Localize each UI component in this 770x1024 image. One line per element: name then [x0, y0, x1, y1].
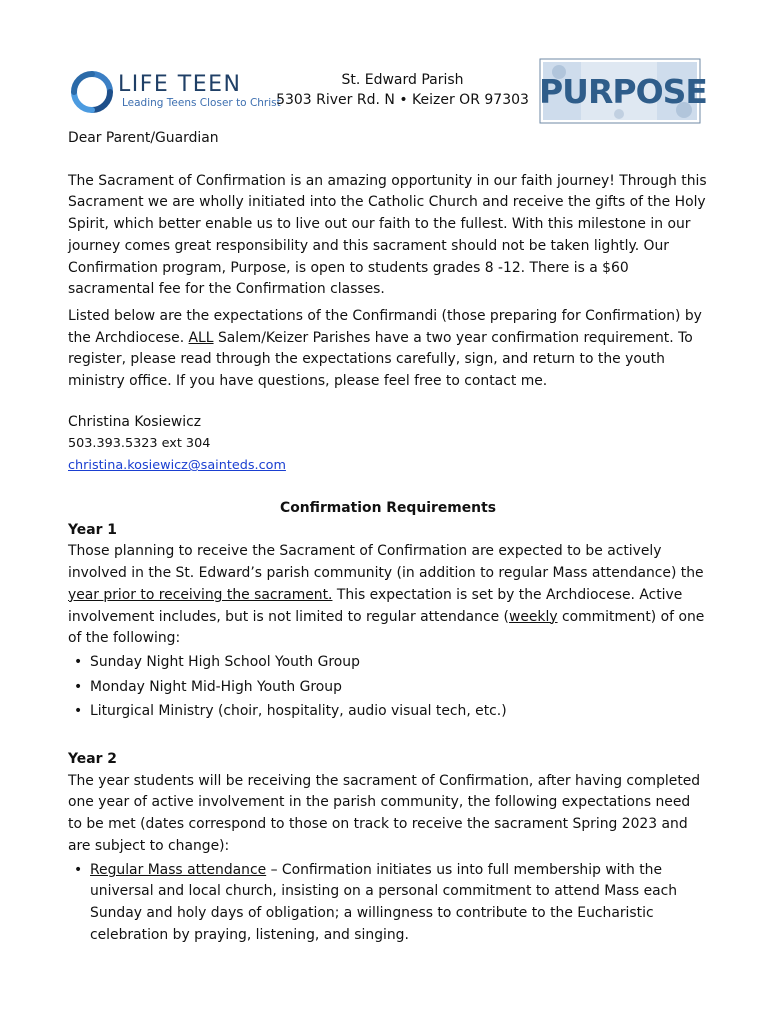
year1-list	[68, 652, 708, 723]
contact-email-link[interactable]: christina.kosiewicz@sainteds.com	[68, 458, 286, 474]
year2-item-text: – Confirmation initiates us into full membership with the universal and local church, insisting on a personal commitment to attend Mass each Sunday and holy days of obligation; a willingness to contribute to the Eucharistic celebration by praying, listening, and singing.	[90, 861, 678, 943]
life-teen-logo	[70, 70, 281, 114]
year1-text-underlined: year prior to receiving the sacrament.	[68, 586, 333, 603]
life-teen-wordmark: LIFE TEEN	[118, 72, 242, 97]
parish-name: St. Edward Parish	[341, 72, 464, 88]
contact-phone: 503.393.5323 ext 304	[68, 436, 211, 452]
expectations-text-b: Salem/Keizer Parishes have a two year confirmation requirement. To register, please read through the expectations carefully, sign, and return to the youth ministry office. If you have questions, please feel free to contact me.	[68, 329, 693, 390]
salutation: Dear Parent/Guardian	[68, 130, 219, 146]
parish-address: 5303 River Rd. N • Keizer OR 97303	[276, 92, 529, 108]
year2-item-title: Regular Mass attendance	[90, 861, 267, 878]
paragraph-intro: The Sacrament of Confirmation is an amazing opportunity in our faith journey! Through this Sacrament we are wholly initiated into the Catholic Church and receive the gifts of the Holy Spirit, which better enable us to live out our faith to the fullest. With this milestone in our journey comes great responsibility and this sacrament should not be taken lightly. Our Confirmation program, Purpose, is open to students grades 8 -12. There is a $60 sacramental fee for the Confirmation classes.	[68, 172, 707, 298]
year1-text-c: commitment) of one of the following:	[68, 608, 705, 647]
life-teen-ring-icon	[70, 70, 114, 114]
purpose-logo	[539, 58, 707, 124]
life-teen-tagline: Leading Teens Closer to Christ	[122, 97, 281, 109]
expectations-text-a: Listed below are the expectations of the Confirmandi (those preparing for Confirmation) by the Archdiocese.	[68, 307, 702, 346]
expectations-all: ALL	[188, 329, 214, 346]
year1-text-b: This expectation is set by the Archdiocese. Active involvement includes, but is not limited to regular attendance (	[68, 586, 683, 625]
year2-list-item	[68, 860, 708, 947]
year2-paragraph: The year students will be receiving the sacrament of Confirmation, after having completed one year of active involvement in the parish community, the following expectations need to be met (dates correspond to those on track to receive the sacrament Spring 2023 and are subject to change):	[68, 772, 701, 854]
letter-body	[68, 128, 708, 477]
contact-name: Christina Kosiewicz	[68, 413, 202, 430]
year1-weekly: weekly	[508, 608, 558, 625]
purpose-wordmark: PURPOSE	[539, 72, 707, 111]
year1-heading: Year 1	[68, 521, 117, 538]
year1-list-item: • Monday Night Mid-High Youth Group	[68, 677, 708, 699]
year2-list	[68, 860, 708, 947]
requirements-section	[68, 498, 708, 946]
year2-heading: Year 2	[68, 751, 117, 768]
year1-list-item: • Liturgical Ministry (choir, hospitality, audio visual tech, etc.)	[68, 701, 708, 723]
paragraph-expectations	[68, 306, 708, 393]
year1-paragraph	[68, 541, 708, 650]
signature-block	[68, 412, 708, 477]
year1-list-item: • Sunday Night High School Youth Group	[68, 652, 708, 674]
year1-text-a: Those planning to receive the Sacrament of Confirmation are expected to be actively involved in the St. Edward’s parish community (in addition to regular Mass attendance) the	[68, 543, 704, 582]
requirements-title: Confirmation Requirements	[280, 500, 496, 516]
parish-header	[275, 70, 530, 110]
